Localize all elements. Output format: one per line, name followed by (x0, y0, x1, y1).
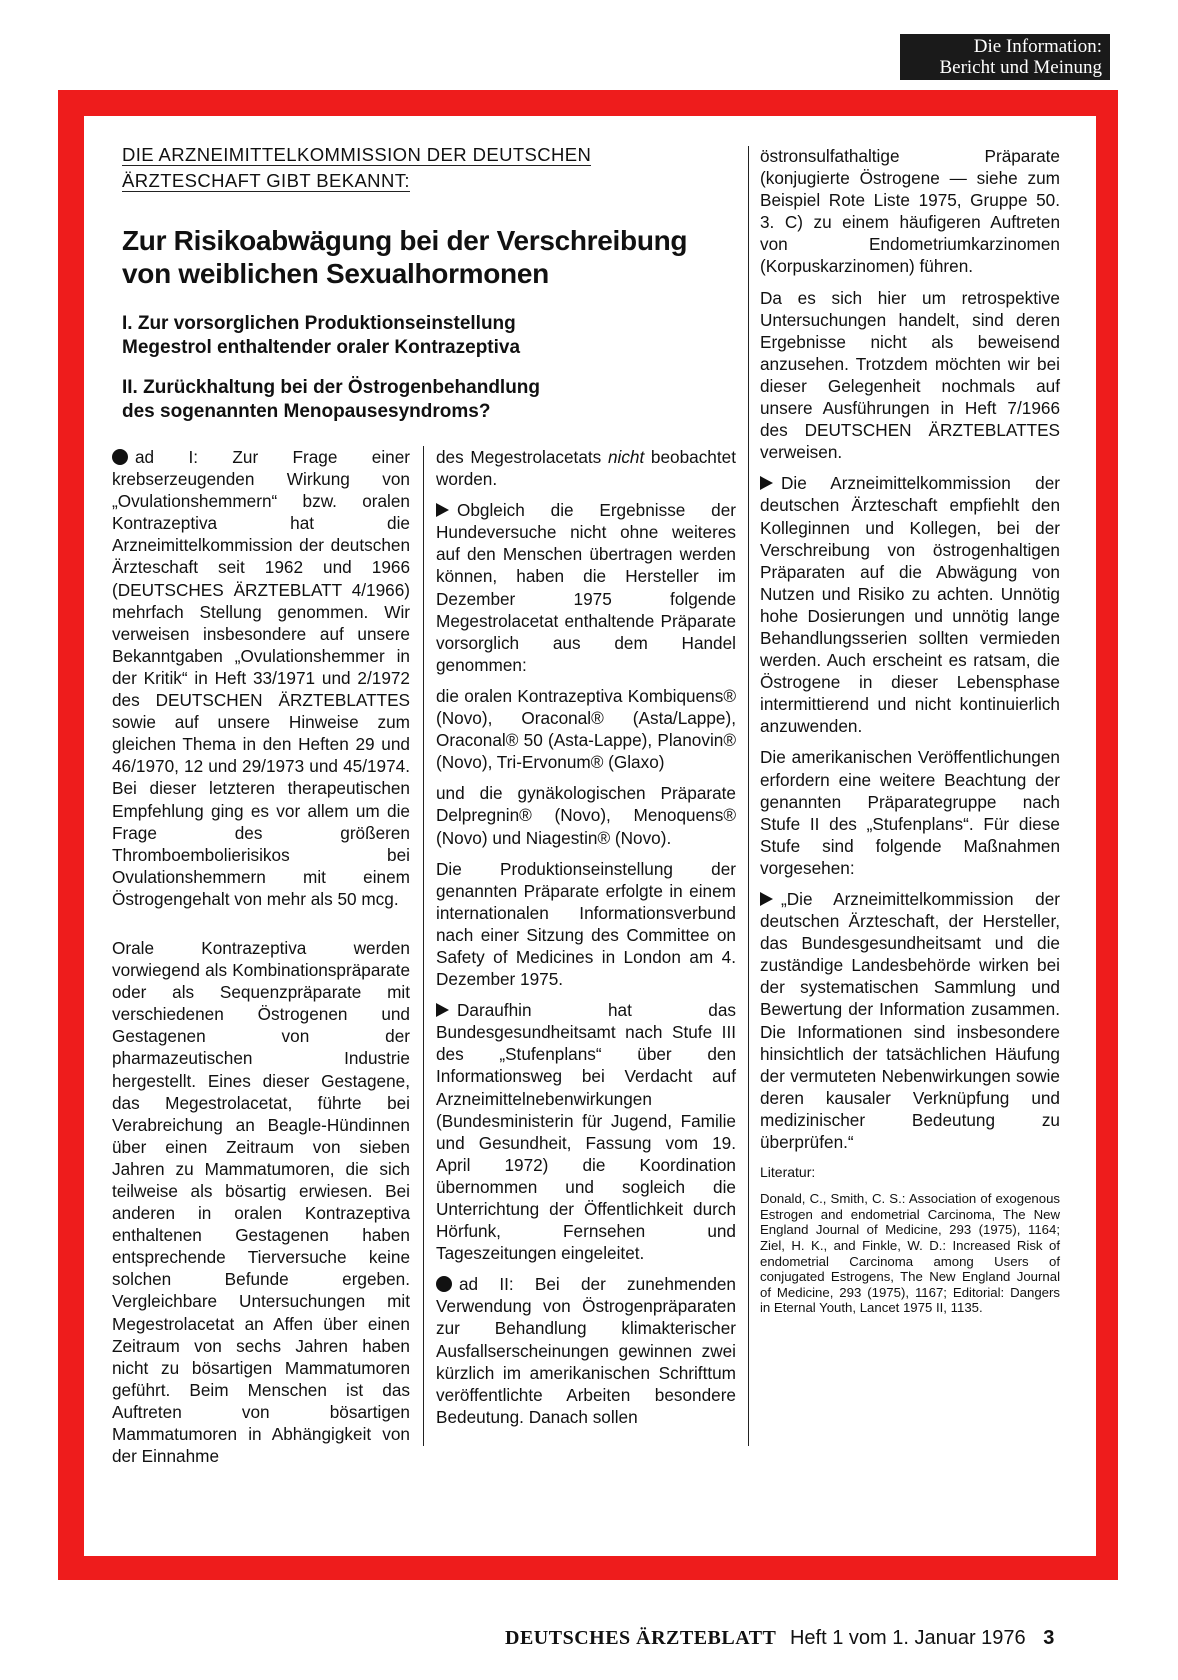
paragraph-text: Die Arzneimittelkommission der deutschen Ärzteschaft empfiehlt den Kolleginnen und Kollegen, bei der Verschreibung von östrogenhaltigen Präparaten auf die Abwägung von Nutzen und Risiko zu achten. Unnötig hohe Dosierungen und unnötig lange Behandlungsserien sollten vermieden werden. Auch erscheint es ratsam, die Östrogene in dieser Lebensphase intermittierend und nicht kontinuierlich anzuwenden. (760, 473, 1060, 737)
subtitle-2-line-1: II. Zurückhaltung bei der Östrogenbehandlung (122, 377, 541, 398)
paragraph (436, 999, 736, 1264)
badge-line-1: Die Information: (973, 36, 1102, 57)
paragraph-text: des Megestrolacetats (436, 447, 602, 467)
paragraph-text: ad II: Bei der zunehmenden Verwendung von Östrogenpräparaten zur Behandlung klimakterischer Ausfallserscheinungen gewinnen zwei kürzlich im amerikanischen Schrifttum veröffentlichte Arbeiten besondere Bedeutung. Danach sollen (436, 1274, 736, 1427)
paragraph-text: „Die Arzneimittelkommission der deutschen Ärzteschaft, der Hersteller, das Bundesgesundheitsamt und die zuständige Landesbehörde wirken bei der systematischen Sammlung und Bewertung der Information zusammen. Die Informationen sind insbesondere hinsichtlich der tatsächlichen Häufung der vermuteten Nebenwirkungen sowie deren kausaler Verknüpfung und medizinischer Bedeutung zu überprüfen.“ (760, 889, 1060, 1153)
badge-line-2: Bericht und Meinung (939, 57, 1102, 78)
paragraph-text: Daraufhin hat das Bundesgesundheitsamt nach Stufe III des „Stufenplans“ über den Informationsweg bei Verdacht auf Arzneimittelnebenwirkungen (Bundesministerin für Jugend, Familie und Gesundheit, Fassung vom 19. April 1972) die Koordination übernommen und sogleich die Unterrichtung der Öffentlichkeit durch Hörfunk, Fernsehen und Tageszeitungen eingeleitet. (436, 1000, 736, 1264)
column-1 (112, 446, 410, 1476)
kicker (122, 142, 742, 194)
page-footer (505, 1627, 1105, 1650)
paragraph-text: beobachtet worden. (436, 447, 736, 490)
paragraph-text: ad I: Zur Frage einer krebserzeugenden Wirkung von „Ovulationshemmern“ bzw. oralen Kontrazeptiva hat die Arzneimittelkommission der deutschen Ärzteschaft seit 1962 und 1966 (DEUTSCHES ÄRZTEBLATT 4/1966) mehrfach Stellung genommen. Wir verweisen insbesondere auf unsere Bekanntgaben „Ovulationshemmer in der Kritik“ in Heft 33/1971 und 2/1972 des DEUTSCHEN ÄRZTEBLATTES sowie auf unsere Hinweise zum gleichen Thema in den Heften 29 und 46/1970, 12 und 29/1973 und 45/1974. Bei dieser letzteren therapeutischen Empfehlung ging es vor allem um die Frage des größeren Thromboembolierisikos bei Ovulationshemmern mit einem Östrogengehalt von mehr als 50 mcg. (112, 447, 410, 909)
column-3 (760, 145, 1060, 1325)
triangle-bullet-icon (760, 892, 773, 906)
paragraph (112, 446, 410, 910)
triangle-bullet-icon (436, 503, 449, 517)
paragraph (436, 499, 736, 676)
section-badge (900, 34, 1110, 80)
title-line-1: Zur Risikoabwägung bei der Verschreibung (122, 225, 688, 256)
column-2 (436, 446, 736, 1437)
journal-name: DEUTSCHES ÄRZTEBLATT (505, 1627, 777, 1649)
paragraph (760, 472, 1060, 737)
page-number: 3 (1043, 1627, 1055, 1649)
column-rule-1 (423, 446, 424, 1446)
subtitle-1-line-2: Megestrol enthaltender oraler Kontrazeptiva (122, 337, 521, 358)
literature-references: Donald, C., Smith, C. S.: Association of exogenous Estrogen and endometrial Carcinoma, The New England Journal of Medicine, 293 (1975), 1164; Ziel, H. K., and Finkle, W. D.: Increased Risk of endometrial Carcinoma among Users of conjugated Estrogens, The New England Journal of Medicine, 293 (1975), 1167; Editorial: Dangers in Eternal Youth, Lancet 1975 II, 1135. (760, 1191, 1060, 1316)
subtitle-2-line-2: des sogenannten Menopausesyndroms? (122, 401, 491, 422)
subtitle-1-line-1: I. Zur vorsorglichen Produktionseinstellung (122, 313, 516, 334)
paragraph: Da es sich hier um retrospektive Untersuchungen handelt, sind deren Ergebnisse nicht als beweisend anzusehen. Trotzdem möchten wir bei dieser Gelegenheit nochmals auf unsere Ausführungen in Heft 7/1966 des DEUTSCHEN ÄRZTEBLATTES verweisen. (760, 287, 1060, 463)
paragraph: Die Produktionseinstellung der genannten Präparate erfolgte in einem internationalen Informationsverbund nach einer Sitzung des Committee on Safety of Medicines in London am 4. Dezember 1975. (436, 858, 736, 990)
emphasis: nicht (607, 447, 645, 467)
paragraph-text: Obgleich die Ergebnisse der Hundeversuche nicht ohne weiteres auf den Menschen übertragen werden können, haben die Hersteller im Dezember 1975 folgende Megestrolacetat enthaltende Präparate vorsorglich aus dem Handel genommen: (436, 500, 736, 675)
paragraph: Orale Kontrazeptiva werden vorwiegend als Kombinationspräparate oder als Sequenzpräparate mit verschiedenen Östrogenen und Gestagenen von der pharmazeutischen Industrie hergestellt. Eines dieser Gestagene, das Megestrolacetat, führte bei Verabreichung an Beagle-Hündinnen über einen Zeitraum von sieben Jahren zu Mammatumoren, die sich teilweise als bösartig erwiesen. Bei anderen in oralen Kontrazeptiva enthaltenen Gestagenen haben entsprechende Tierversuche keine solchen Befunde ergeben. Vergleichbare Untersuchungen mit Megestrolacetat an Affen über einen Zeitraum von sechs Jahren haben nicht zu bösartigen Mammatumoren geführt. Beim Menschen ist das Auftreten von bösartigen Mammatumoren in Abhängigkeit von der Einnahme (112, 937, 410, 1467)
paragraph: und die gynäkologischen Präparate Delpregnin® (Novo), Menoquens® (Novo) und Niagestin® (Novo). (436, 783, 736, 848)
bullet-icon (112, 449, 128, 465)
article-title (122, 224, 742, 290)
paragraph (436, 446, 736, 490)
subtitle-2 (122, 376, 742, 424)
column-rule-2 (748, 146, 749, 1446)
literature-label: Literatur: (760, 1164, 816, 1181)
paragraph: Die amerikanischen Veröffentlichungen erfordern eine weitere Beachtung der genannten Präparategruppe nach Stufe II des „Stufenplans“. Für diese Stufe sind folgende Maßnahmen vorgesehen: (760, 747, 1060, 878)
triangle-bullet-icon (760, 476, 773, 490)
article-header (122, 142, 742, 440)
paragraph (436, 1273, 736, 1428)
kicker-line-2: ÄRZTESCHAFT GIBT BEKANNT: (122, 170, 410, 191)
paragraph (760, 888, 1060, 1153)
subtitle-1 (122, 312, 742, 360)
bullet-icon (436, 1276, 452, 1292)
paragraph: östronsulfathaltige Präparate (konjugierte Östrogene — siehe zum Beispiel Rote Liste 1975, Gruppe 50. 3. C) zu einem häufigeren Auftreten von Endometriumkarzinomen (Korpuskarzinomen) führen. (760, 146, 1060, 277)
kicker-line-1: DIE ARZNEIMITTELKOMMISSION DER DEUTSCHEN (122, 144, 592, 165)
triangle-bullet-icon (436, 1003, 449, 1017)
paragraph: die oralen Kontrazeptiva Kombiquens® (Novo), Oraconal® (Asta/Lappe), Oraconal® 50 (Asta-Lappe), Planovin® (Novo), Tri-Ervonum® (Glaxo) (436, 685, 736, 773)
issue-info: Heft 1 vom 1. Januar 1976 (789, 1627, 1026, 1649)
title-line-2: von weiblichen Sexualhormonen (122, 258, 549, 289)
